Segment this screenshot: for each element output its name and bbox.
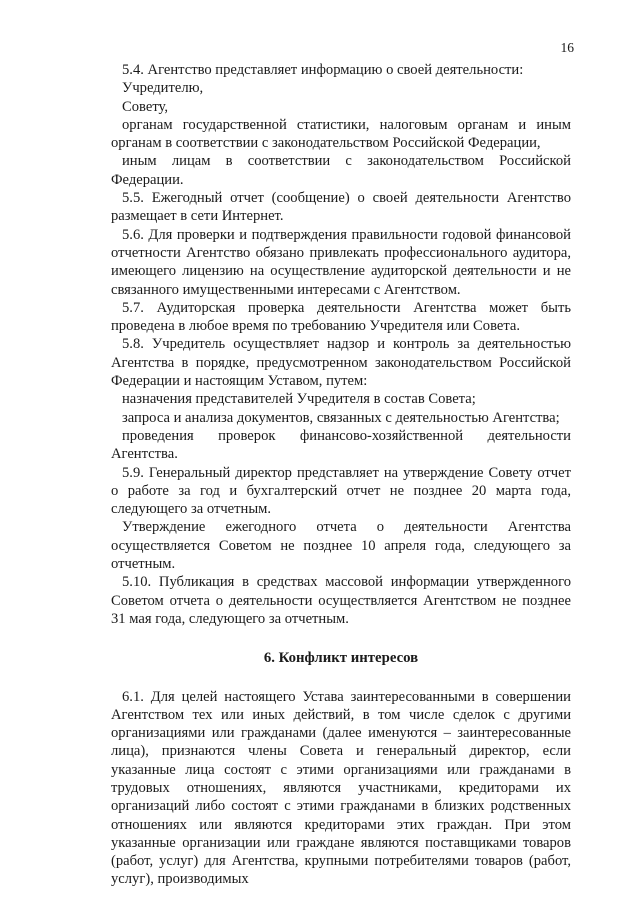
paragraph: 5.8. Учредитель осуществляет надзор и контроль за деятельностью Агентства в порядке, предусмотренном законодательством Российской Федерации и настоящим Уставом, путем: — [111, 336, 571, 390]
page-number: 16 — [560, 40, 574, 55]
paragraph: 5.9. Генеральный директор представляет на утверждение Совету отчет о работе за год и бухгалтерский отчет не позднее 20 марта года, следующего за отчетным. — [111, 464, 571, 518]
list-item: запроса и анализа документов, связанных с деятельностью Агентства; — [122, 409, 560, 426]
paragraph: 5.4. Агентство представляет информацию о своей деятельности: — [122, 62, 524, 78]
document-body — [111, 61, 571, 889]
paragraph: 5.6. Для проверки и подтверждения правильности годовой финансовой отчетности Агентство обязано привлекать профессионального аудитора, имеющего лицензию на осуществление аудиторской деятельности и не связанного имущественными интересами с Агентством. — [111, 226, 571, 298]
list-item: проведения проверок финансово-хозяйственной деятельности Агентства. — [111, 427, 571, 463]
paragraph: Утверждение ежегодного отчета о деятельности Агентства осуществляется Советом не позднее 10 апреля года, следующего за отчетным. — [111, 519, 571, 573]
list-item: назначения представителей Учредителя в состав Совета; — [122, 391, 476, 408]
paragraph: 5.5. Ежегодный отчет (сообщение) о своей деятельности Агентство размещает в сети Интернет. — [111, 190, 571, 225]
paragraph: 5.10. Публикация в средствах массовой информации утвержденного Советом отчета о деятельности осуществляется Агентством не позднее 31 мая года, следующего за отчетным. — [111, 574, 571, 627]
list-item: иным лицам в соответствии с законодательством Российской Федерации. — [111, 153, 571, 188]
list-item: Учредителю, — [122, 80, 204, 97]
section-title: 6. Конфликт интересов — [263, 650, 419, 667]
list-item: органам государственной статистики, налоговым органам и иным органам в соответствии с законодательством Российской Федерации, — [111, 116, 571, 152]
paragraph: 5.7. Аудиторская проверка деятельности Агентства может быть проведена в любое время по требованию Учредителя или Совета. — [111, 299, 571, 335]
paragraph: 6.1. Для целей настоящего Устава заинтересованными в совершении Агентством тех или иных действий, в том числе сделок с другими организациями или гражданами (далее именуются – заинтересованные лица), признаются члены Совета и генеральный директор, если указанные лица состоят с этими организациями или гражданами в трудовых отношениях, являются участниками, кредиторами их организаций либо состоят с этими гражданами в близких родственных отношениях или являются кредиторами этих граждан. При этом указанные организации или граждане являются поставщиками товаров (работ, услуг) для Агентства, крупными потребителями товаров (работ, услуг), производимых — [111, 688, 571, 888]
list-item: Совету, — [122, 98, 168, 115]
